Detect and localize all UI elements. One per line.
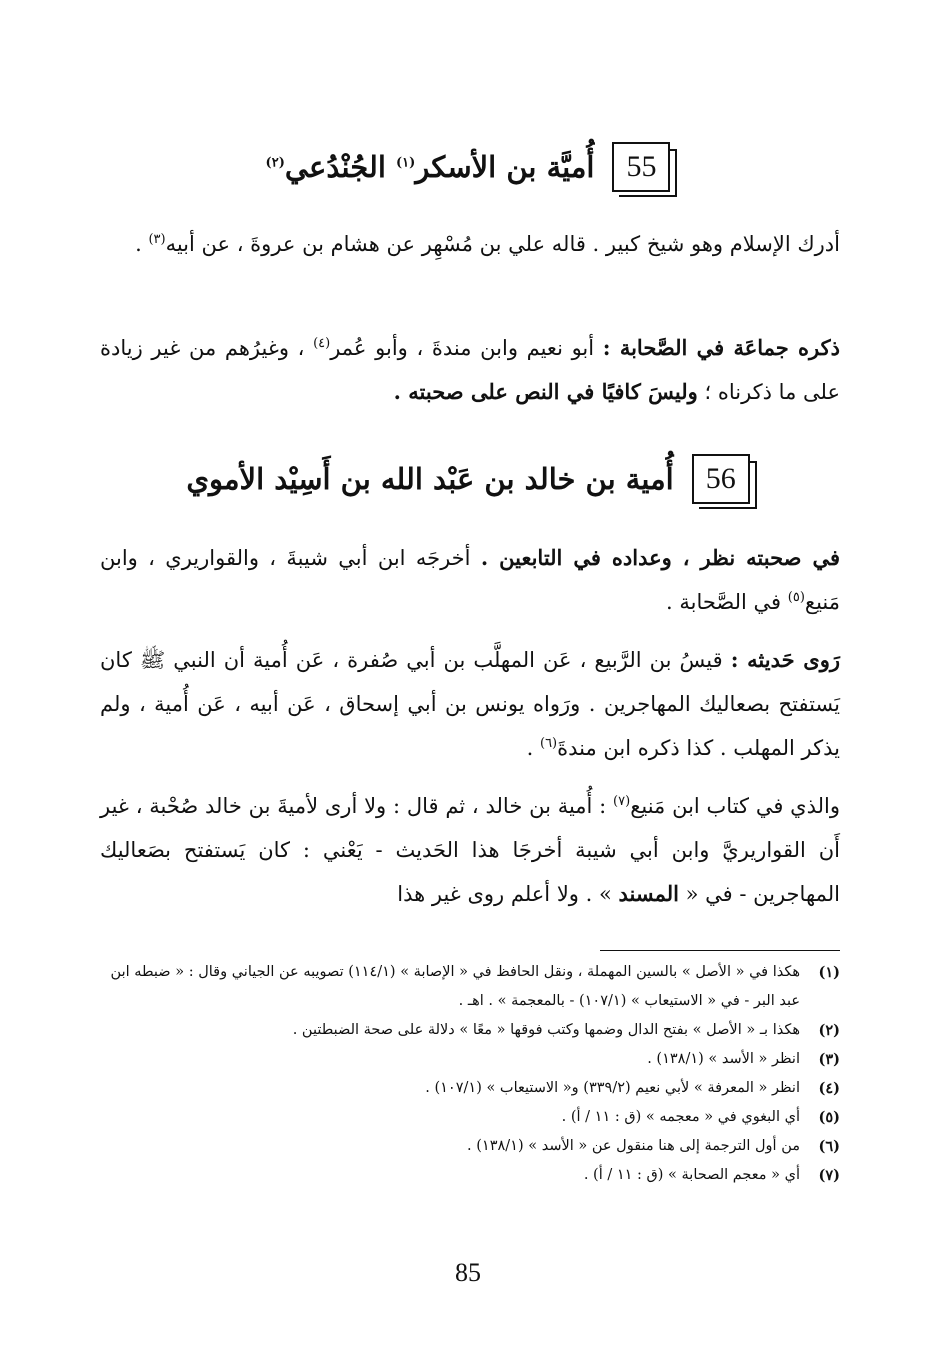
- page-number: 85: [455, 1258, 481, 1287]
- footnote-number: (٣): [818, 1051, 840, 1068]
- entry-55-number-box: [612, 142, 670, 192]
- footnote: [100, 1132, 840, 1161]
- footnote-text: انظر « المعرفة » لأبي نعيم (٣٣٩/٢) و« الاستيعاب » (١٠٧/١) .: [425, 1080, 800, 1096]
- footnote-ref[interactable]: (٤): [313, 336, 331, 351]
- footnotes: [100, 958, 840, 1190]
- footnote-number: (٤): [818, 1080, 840, 1097]
- footnote-text: أي « معجم الصحابة » (ق : ١١ / أ) .: [583, 1167, 800, 1183]
- footnote-number: (٧): [818, 1167, 840, 1184]
- entry-56-number: 56: [705, 462, 736, 495]
- entry-55-paragraph-1: أدرك الإسلام وهو شيخ كبير . قاله علي بن مُسْهِر عن هشام بن عروةَ ، عن أبيه$^{(٣)}$ .: [135, 232, 840, 256]
- entry-55-paragraph-2: ذكره جماعَة في الصَّحابة : أبو نعيم وابن مندةَ ، وأبو عُمر$^{(٤)}$ ، وغيرُهم من غير زيادة على ما ذكرناه ؛ وليسَ كافيًا في النص على صحبته .: [100, 335, 840, 404]
- footnote-text: من أول الترجمة إلى هنا منقول عن « الأسد » (١٣٨/١) .: [467, 1138, 800, 1154]
- entry-56-title: [0, 454, 936, 504]
- footnote-number: (١): [818, 964, 840, 981]
- entry-56-name: أُمية بن خالد بن عَبْد الله بن أَسِيْد الأموي: [186, 462, 674, 496]
- footnote-ref[interactable]: (٧): [613, 794, 631, 809]
- footnote-ref[interactable]: (١): [396, 155, 416, 171]
- entry-56-paragraph-2: رَوى حَديثه : قيسُ بن الرَّبيع ، عَن المهلَّب بن أبي صُفرة ، عَن أُمية أن النبي ﷺ كان يَستفتح بصعاليك المهاجرين . ورَواه يونس بن أبي إسحاق ، عَن أبيه ، عَن أُمية ، ولم يذكر المهلب . كذا ذكره ابن مندةَ$^{(٦)}$ .: [100, 647, 840, 760]
- footnote-ref[interactable]: (٢): [265, 155, 285, 171]
- footnote-text: هكذا في « الأصل » بالسين المهملة ، ونقل الحافظ في « الإصابة » (١١٤/١) تصويبه عن الجياني وقال : « ضبطه ابن عبد البر - في « الاستيعاب » (١٠٧/١) - بالمعجمة » . اهـ .: [110, 964, 800, 1009]
- entry-55-name: أُميَّة بن الأسكر$^{(١)}$ الجُنْدُعي$^{(٢)}$: [265, 150, 595, 184]
- footnote: [100, 1161, 840, 1190]
- footnote-text: أي البغوي في « معجمه » (ق : ١١ / أ) .: [561, 1109, 800, 1125]
- footnote-text: انظر « الأسد » (١٣٨/١) .: [647, 1051, 800, 1067]
- entry-56-paragraph-3: والذي في كتاب ابن مَنيع$^{(٧)}$ : أُمية بن خالد ، ثم قال : ولا أرى لأميةَ بن خالد صُحْبة ، غير أَن القواريريَّ وابن أبي شيبة أخرجَا هذا الحَديث - يَعْني : كان يَستفتح بصَعاليك المهاجرين - في « المسند » . ولا أعلم روى غير هذا: [100, 794, 840, 906]
- entry-56-paragraph-1: في صحبته نظر ، وعداده في التابعين . أخرجَه ابن أبي شيبةَ ، والقواريري ، وابن مَنيع$^{(٥)}$ في الصَّحابة .: [100, 545, 840, 614]
- footnote-number: (٥): [818, 1109, 840, 1126]
- footnote-ref[interactable]: (٥): [787, 590, 805, 605]
- entry-56-number-box: [692, 454, 750, 504]
- footnote-number: (٦): [818, 1138, 840, 1155]
- footnote: [100, 1045, 840, 1074]
- entry-55-title: [0, 142, 936, 192]
- footnote: [100, 1016, 840, 1045]
- footnote-number: (٢): [818, 1022, 840, 1039]
- footnote: [100, 1103, 840, 1132]
- entry-55-number: 55: [626, 150, 657, 183]
- footnote: [100, 1074, 840, 1103]
- footnote-separator: [600, 950, 840, 951]
- footnote-text: هكذا بـ « الأصل » بفتح الدال وضمها وكتب فوقها « معًا » دلالة على صحة الضبطتين .: [292, 1022, 800, 1038]
- footnote: [100, 958, 840, 1016]
- footnote-ref[interactable]: (٦): [539, 736, 558, 751]
- footnote-ref[interactable]: (٣): [148, 232, 166, 247]
